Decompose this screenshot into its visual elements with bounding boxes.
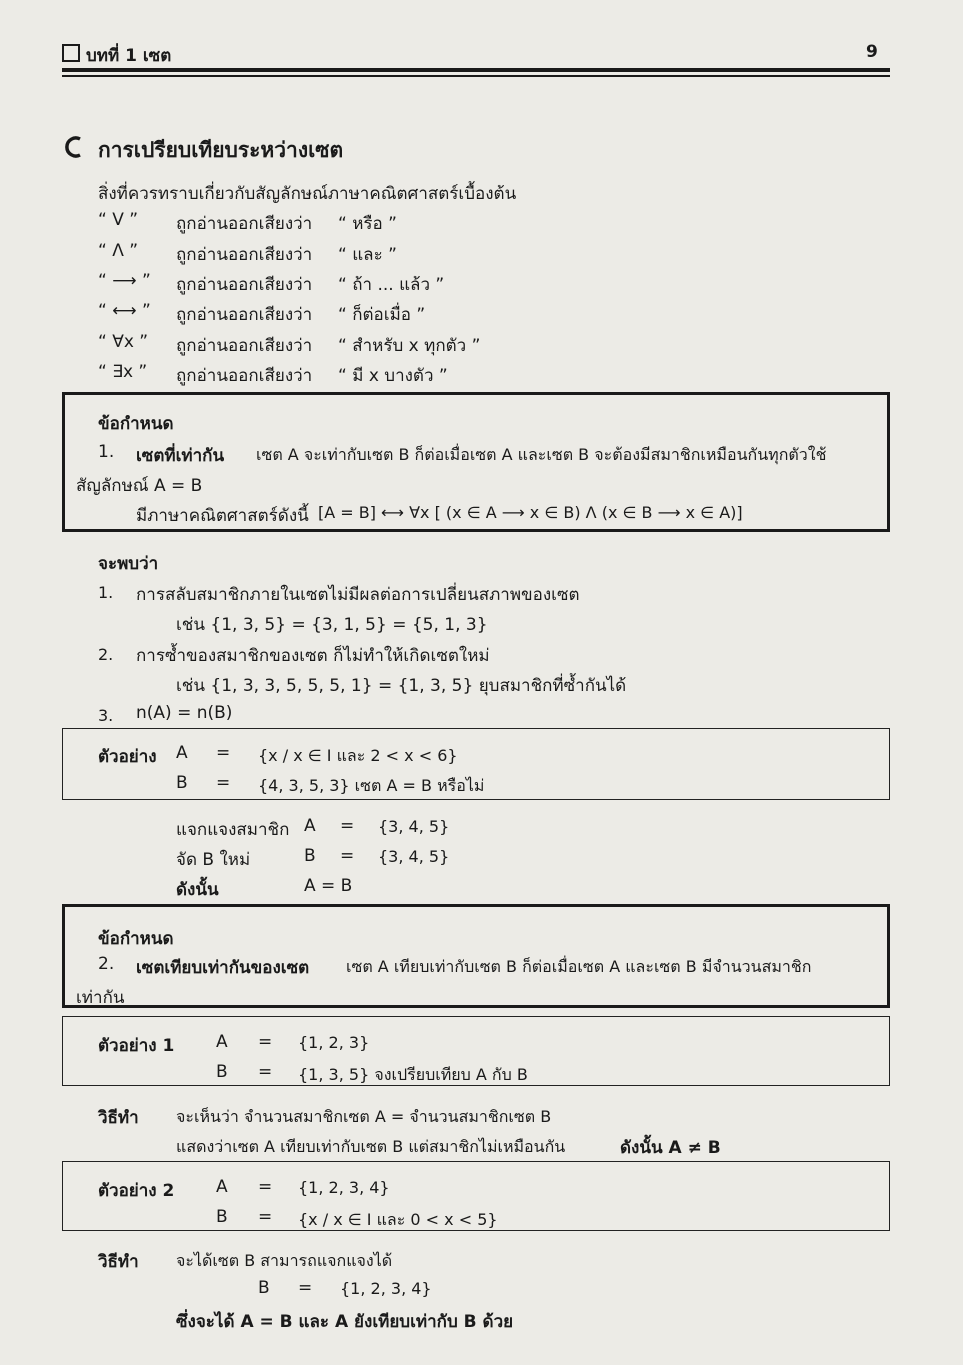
symbol: “ Λ ”: [98, 241, 139, 261]
observe-number: 3.: [98, 706, 114, 725]
symbol: “ ∃x ”: [98, 362, 148, 382]
equals-sign: =: [216, 743, 231, 763]
arc-bullet-icon: [60, 136, 86, 158]
symbol-meaning: “ ถ้า ... แล้ว ”: [338, 275, 445, 295]
solution-set-name: A: [304, 816, 316, 836]
observe-number: 2.: [98, 645, 114, 664]
example-label: ตัวอย่าง: [98, 747, 157, 767]
chapter-title: บทที่ 1 เซต: [86, 46, 172, 66]
equals-sign: =: [258, 1207, 273, 1227]
solution-set-value: {1, 2, 3, 4}: [340, 1279, 432, 1298]
section-intro: สิ่งที่ควรทราบเกี่ยวกับสัญลักษณ์ภาษาคณิตศาสตร์เบื้องต้น: [98, 184, 517, 204]
conclusion-label: ดังนั้น: [176, 880, 219, 900]
formula: [A = B] ⟷ ∀x [ (x ∈ A ⟶ x ∈ B) Λ (x ∈ B ⟶ x ∈ A)]: [318, 503, 743, 522]
set-b-name: B: [216, 1207, 228, 1227]
header-rule-thin: [62, 75, 890, 77]
symbol-meaning: “ และ ”: [338, 245, 397, 265]
definition-text-2: สัญลักษณ์ A = B: [76, 476, 203, 496]
solution-set-value: {3, 4, 5}: [378, 847, 450, 866]
definition-heading: ข้อกำหนด: [98, 414, 174, 434]
checkbox-icon: [62, 44, 80, 62]
equals-sign: =: [258, 1062, 273, 1082]
set-a-value: {1, 2, 3, 4}: [298, 1178, 390, 1197]
set-a-name: A: [216, 1032, 228, 1052]
symbol-meaning: “ ก็ต่อเมื่อ ”: [338, 305, 426, 325]
conclusion-value: A = B: [304, 876, 353, 896]
set-b-value: {1, 3, 5} จงเปรียบเทียบ A กับ B: [298, 1065, 528, 1084]
symbol-read-as: ถูกอ่านออกเสียงว่า: [176, 245, 313, 265]
set-a-value: {1, 2, 3}: [298, 1033, 370, 1052]
observe-number: 1.: [98, 583, 114, 602]
observe-text: การซ้ำของสมาชิกของเซต ก็ไม่ทำให้เกิดเซตใหม่: [136, 646, 490, 666]
definition-number: 2.: [98, 954, 115, 974]
symbol-read-as: ถูกอ่านออกเสียงว่า: [176, 366, 313, 386]
solution-conclusion: ซึ่งจะได้ A = B และ A ยังเทียบเท่ากับ B ด้วย: [176, 1312, 514, 1332]
solution-line: จะเห็นว่า จำนวนสมาชิกเซต A = จำนวนสมาชิกเซต B: [176, 1107, 552, 1126]
solution-set-value: {3, 4, 5}: [378, 817, 450, 836]
definition-text: เซต A เทียบเท่ากับเซต B ก็ต่อเมื่อเซต A และเซต B มีจำนวนสมาชิก: [346, 957, 812, 976]
solution-label: จัด B ใหม่: [176, 850, 251, 870]
symbol-meaning: “ หรือ ”: [338, 214, 397, 234]
definition-text: เซต A จะเท่ากับเซต B ก็ต่อเมื่อเซต A และเซต B จะต้องมีสมาชิกเหมือนกันทุกตัวใช้: [256, 445, 827, 464]
definition-number: 1.: [98, 442, 115, 462]
set-b-name: B: [216, 1062, 228, 1082]
set-b-value: {4, 3, 5, 3} เซต A = B หรือไม่: [258, 776, 485, 795]
section-title: การเปรียบเทียบระหว่างเซต: [98, 138, 344, 162]
definition-text-2: เท่ากัน: [76, 988, 125, 1008]
set-b-value: {x / x ∈ I และ 0 < x < 5}: [298, 1210, 498, 1229]
solution-set-name: B: [304, 846, 316, 866]
symbol: “ ∀x ”: [98, 332, 149, 352]
solution-label: วิธีทำ: [98, 1108, 139, 1128]
page-number: 9: [866, 42, 878, 62]
symbol: “ V ”: [98, 210, 139, 230]
symbol-read-as: ถูกอ่านออกเสียงว่า: [176, 214, 313, 234]
formula-prefix: มีภาษาคณิตศาสตร์ดังนี้: [136, 506, 309, 526]
set-b-name: B: [176, 773, 188, 793]
set-a-name: A: [176, 743, 188, 763]
solution-label: วิธีทำ: [98, 1252, 139, 1272]
observe-example: เช่น {1, 3, 5} = {3, 1, 5} = {5, 1, 3}: [176, 615, 488, 635]
equals-sign: =: [216, 773, 231, 793]
set-a-name: A: [216, 1177, 228, 1197]
observe-heading: จะพบว่า: [98, 554, 159, 574]
equals-sign: =: [258, 1032, 273, 1052]
symbol-read-as: ถูกอ่านออกเสียงว่า: [176, 275, 313, 295]
set-a-value: {x / x ∈ I และ 2 < x < 6}: [258, 746, 458, 765]
symbol: “ ⟷ ”: [98, 301, 151, 321]
symbol: “ ⟶ ”: [98, 271, 151, 291]
equals-sign: =: [340, 816, 355, 836]
solution-label: แจกแจงสมาชิก: [176, 820, 290, 840]
symbol-read-as: ถูกอ่านออกเสียงว่า: [176, 305, 313, 325]
equals-sign: =: [298, 1278, 313, 1298]
equals-sign: =: [340, 846, 355, 866]
observe-text: n(A) = n(B): [136, 703, 233, 723]
observe-text: การสลับสมาชิกภายในเซตไม่มีผลต่อการเปลี่ยนสภาพของเซต: [136, 585, 580, 605]
symbol-meaning: “ สำหรับ x ทุกตัว ”: [338, 336, 481, 356]
observe-example: เช่น {1, 3, 3, 5, 5, 5, 1} = {1, 3, 5} ยุบสมาชิกที่ซ้ำกันได้: [176, 676, 627, 696]
equals-sign: =: [258, 1177, 273, 1197]
example-label: ตัวอย่าง 1: [98, 1036, 175, 1056]
example-label: ตัวอย่าง 2: [98, 1181, 175, 1201]
solution-set-name: B: [258, 1278, 270, 1298]
definition-heading: ข้อกำหนด: [98, 929, 174, 949]
definition-term: เซตเทียบเท่ากันของเซต: [136, 958, 310, 978]
solution-conclusion: ดังนั้น A ≠ B: [620, 1138, 721, 1158]
header-rule: [62, 68, 890, 72]
symbol-meaning: “ มี x บางตัว ”: [338, 366, 448, 386]
definition-term: เซตที่เท่ากัน: [136, 446, 225, 466]
symbol-read-as: ถูกอ่านออกเสียงว่า: [176, 336, 313, 356]
solution-line: แสดงว่าเซต A เทียบเท่ากับเซต B แต่สมาชิกไม่เหมือนกัน: [176, 1137, 566, 1156]
solution-line: จะได้เซต B สามารถแจกแจงได้: [176, 1251, 393, 1270]
